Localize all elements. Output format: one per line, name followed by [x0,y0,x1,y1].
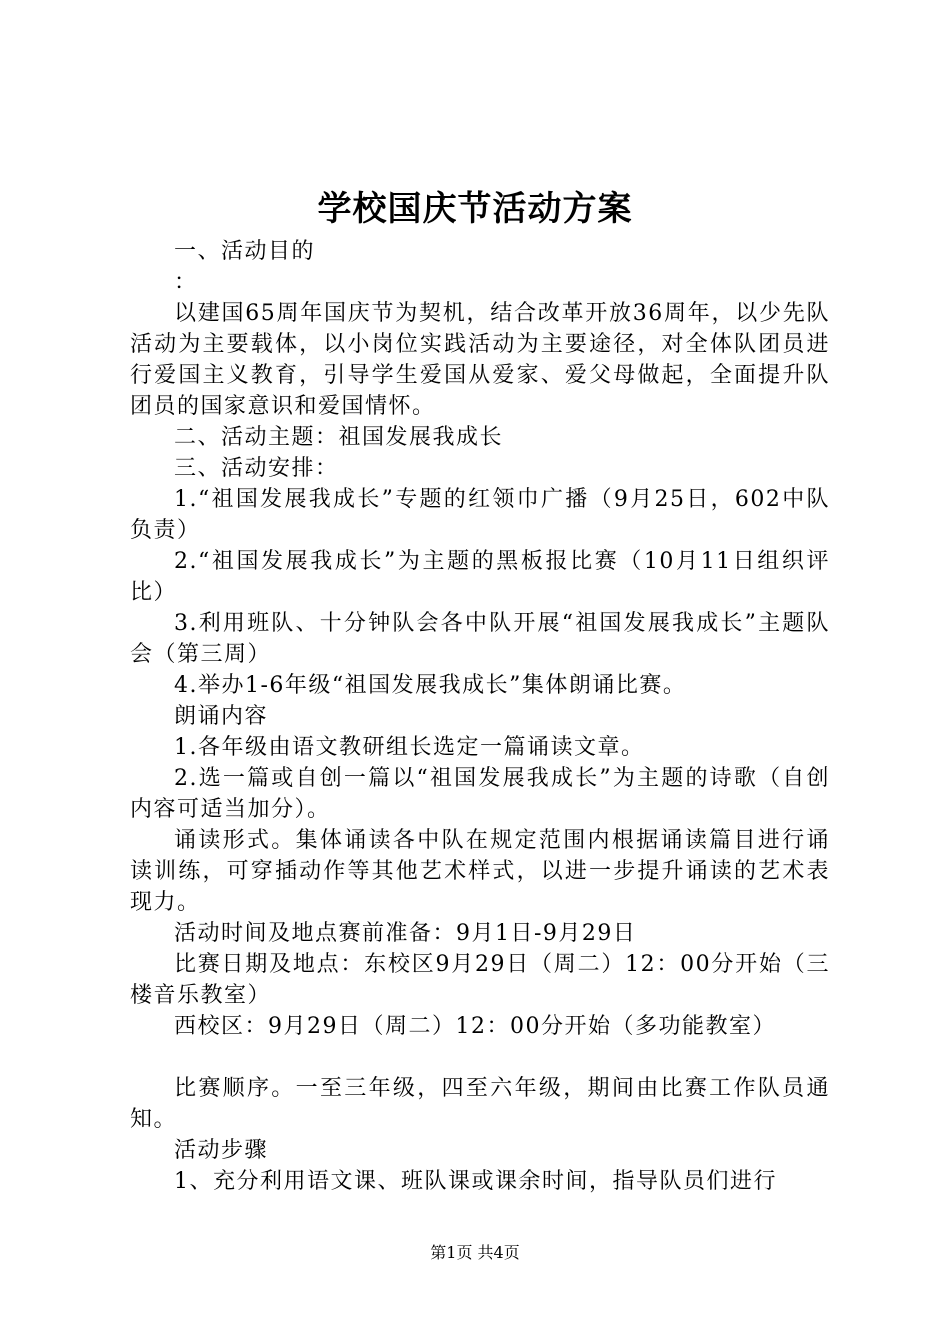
list-item: 1.各年级由语文教研组长选定一篇诵读文章。 [174,735,645,760]
blank-line [130,1042,830,1073]
section-heading-arrangement: 三、活动安排： [174,456,339,481]
paragraph: 活动时间及地点赛前准备：9月1日-9月29日 [174,921,637,946]
list-item: 4.举办1-6年级“祖国发展我成长”集体朗诵比赛。 [174,673,687,698]
section-heading-purpose: 一、活动目的 [174,239,316,264]
list-item: 2.选一篇或自创一篇以“祖国发展我成长”为主题的诗歌（自创内容可适当加分）。 [130,766,830,822]
paragraph: 比赛日期及地点：东校区9月29日（周二）12：00分开始（三楼音乐教室） [130,952,830,1008]
page-number-footer: 第1页 共4页 [430,1243,520,1262]
list-item: 1.“祖国发展我成长”专题的红领巾广播（9月25日，602中队负责） [130,487,830,543]
document-title: 学校国庆节活动方案 [317,189,633,229]
paragraph: 比赛顺序。一至三年级，四至六年级，期间由比赛工作队员通知。 [130,1076,830,1132]
subheading-activity-steps: 活动步骤 [174,1138,269,1163]
subheading-recital-content: 朗诵内容 [174,704,269,729]
paragraph: 1、充分利用语文课、班队课或课余时间，指导队员们进行 [174,1169,777,1194]
document-body [130,236,830,1197]
list-item: 3.利用班队、十分钟队会各中队开展“祖国发展我成长”主题队会（第三周） [130,611,830,667]
list-item: 2.“祖国发展我成长”为主题的黑板报比赛（10月11日组织评比） [130,549,830,605]
section-heading-theme: 二、活动主题：祖国发展我成长 [174,425,504,450]
paragraph: 西校区：9月29日（周二）12：00分开始（多功能教室） [174,1014,776,1039]
paragraph: 以建国65周年国庆节为契机，结合改革开放36周年，以少先队活动为主要载体，以小岗位实践活动为主要途径，对全体队团员进行爱国主义教育，引导学生爱国从爱家、爱父母做起，全面提升队团员的国家意识和爱国情怀。 [130,301,830,419]
paragraph: ： [174,270,198,295]
paragraph: 诵读形式。集体诵读各中队在规定范围内根据诵读篇目进行诵读训练，可穿插动作等其他艺术样式，以进一步提升诵读的艺术表现力。 [130,828,830,915]
